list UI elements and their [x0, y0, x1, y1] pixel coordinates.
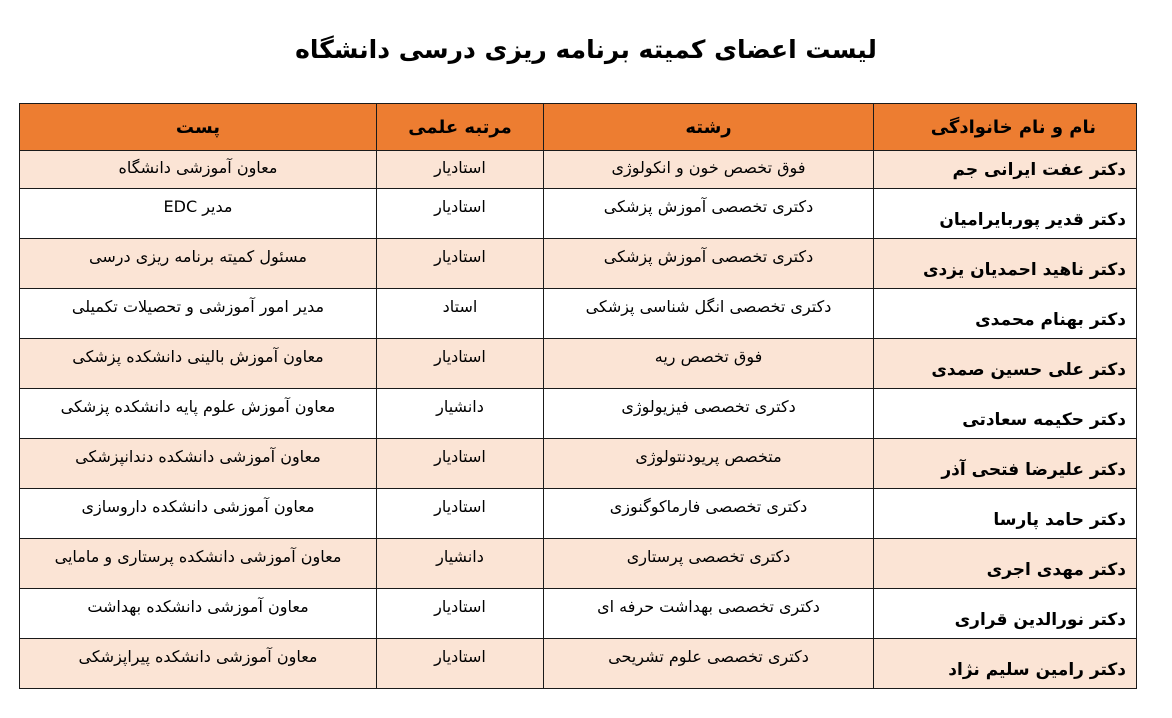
table-row	[20, 151, 1137, 189]
cell-rank: استادیار	[377, 189, 544, 239]
cell-name: دکتر حامد پارسا	[874, 489, 1137, 539]
cell-field: دکتری تخصصی فیزیولوژی	[544, 389, 874, 439]
cell-rank: استادیار	[377, 439, 544, 489]
cell-position: معاون آموزش علوم پایه دانشکده پزشکی	[20, 389, 377, 439]
table-row	[20, 239, 1137, 289]
cell-name: دکتر علی حسین صمدی	[874, 339, 1137, 389]
cell-position: معاون آموزشی دانشکده پیراپزشکی	[20, 639, 377, 689]
table-row	[20, 339, 1137, 389]
cell-name: دکتر مهدی اجری	[874, 539, 1137, 589]
cell-rank: استادیار	[377, 639, 544, 689]
cell-field: فوق تخصص ریه	[544, 339, 874, 389]
header-rank: مرتبه علمی	[377, 104, 544, 151]
table-row	[20, 289, 1137, 339]
cell-position: معاون آموزش بالینی دانشکده پزشکی	[20, 339, 377, 389]
cell-rank: دانشیار	[377, 389, 544, 439]
cell-name: دکتر نورالدین قراری	[874, 589, 1137, 639]
table-row	[20, 489, 1137, 539]
table-row	[20, 189, 1137, 239]
cell-position: مدیر امور آموزشی و تحصیلات تکمیلی	[20, 289, 377, 339]
cell-name: دکتر عفت ایرانی جم	[874, 151, 1137, 189]
cell-name: دکتر ناهید احمدیان یزدی	[874, 239, 1137, 289]
cell-position: معاون آموزشی دانشکده بهداشت	[20, 589, 377, 639]
cell-field: دکتری تخصصی بهداشت حرفه ای	[544, 589, 874, 639]
cell-field: متخصص پریودنتولوژی	[544, 439, 874, 489]
cell-field: دکتری تخصصی آموزش پزشکی	[544, 189, 874, 239]
cell-name: دکتر علیرضا فتحی آذر	[874, 439, 1137, 489]
cell-position: معاون آموزشی دانشکده پرستاری و مامایی	[20, 539, 377, 589]
cell-rank: استادیار	[377, 239, 544, 289]
table-header-row	[20, 104, 1137, 151]
cell-rank: دانشیار	[377, 539, 544, 589]
cell-position: معاون آموزشی دانشکده داروسازی	[20, 489, 377, 539]
table-row	[20, 389, 1137, 439]
cell-field: دکتری تخصصی آموزش پزشکی	[544, 239, 874, 289]
cell-rank: استاد	[377, 289, 544, 339]
cell-field: دکتری تخصصی فارماکوگنوزی	[544, 489, 874, 539]
committee-members-table	[19, 103, 1137, 689]
cell-name: دکتر بهنام محمدی	[874, 289, 1137, 339]
cell-rank: استادیار	[377, 339, 544, 389]
header-name: نام و نام خانوادگی	[874, 104, 1137, 151]
cell-name: دکتر قدیر پوربایرامیان	[874, 189, 1137, 239]
cell-name: دکتر رامین سلیم نژاد	[874, 639, 1137, 689]
cell-rank: استادیار	[377, 151, 544, 189]
cell-rank: استادیار	[377, 489, 544, 539]
table-row	[20, 539, 1137, 589]
cell-field: فوق تخصص خون و انکولوژی	[544, 151, 874, 189]
cell-position: معاون آموزشی دانشکده دندانپزشکی	[20, 439, 377, 489]
table-row	[20, 639, 1137, 689]
header-field: رشته	[544, 104, 874, 151]
cell-position: مسئول کمیته برنامه ریزی درسی	[20, 239, 377, 289]
cell-field: دکتری تخصصی پرستاری	[544, 539, 874, 589]
page-title: لیست اعضای کمیته برنامه ریزی درسی دانشگاه	[295, 35, 877, 64]
cell-name: دکتر حکیمه سعادتی	[874, 389, 1137, 439]
cell-field: دکتری تخصصی انگل شناسی پزشکی	[544, 289, 874, 339]
cell-field: دکتری تخصصی علوم تشریحی	[544, 639, 874, 689]
cell-rank: استادیار	[377, 589, 544, 639]
cell-position: مدیر EDC	[20, 189, 377, 239]
table-row	[20, 589, 1137, 639]
header-position: پست	[20, 104, 377, 151]
table-row	[20, 439, 1137, 489]
cell-position: معاون آموزشی دانشگاه	[20, 151, 377, 189]
